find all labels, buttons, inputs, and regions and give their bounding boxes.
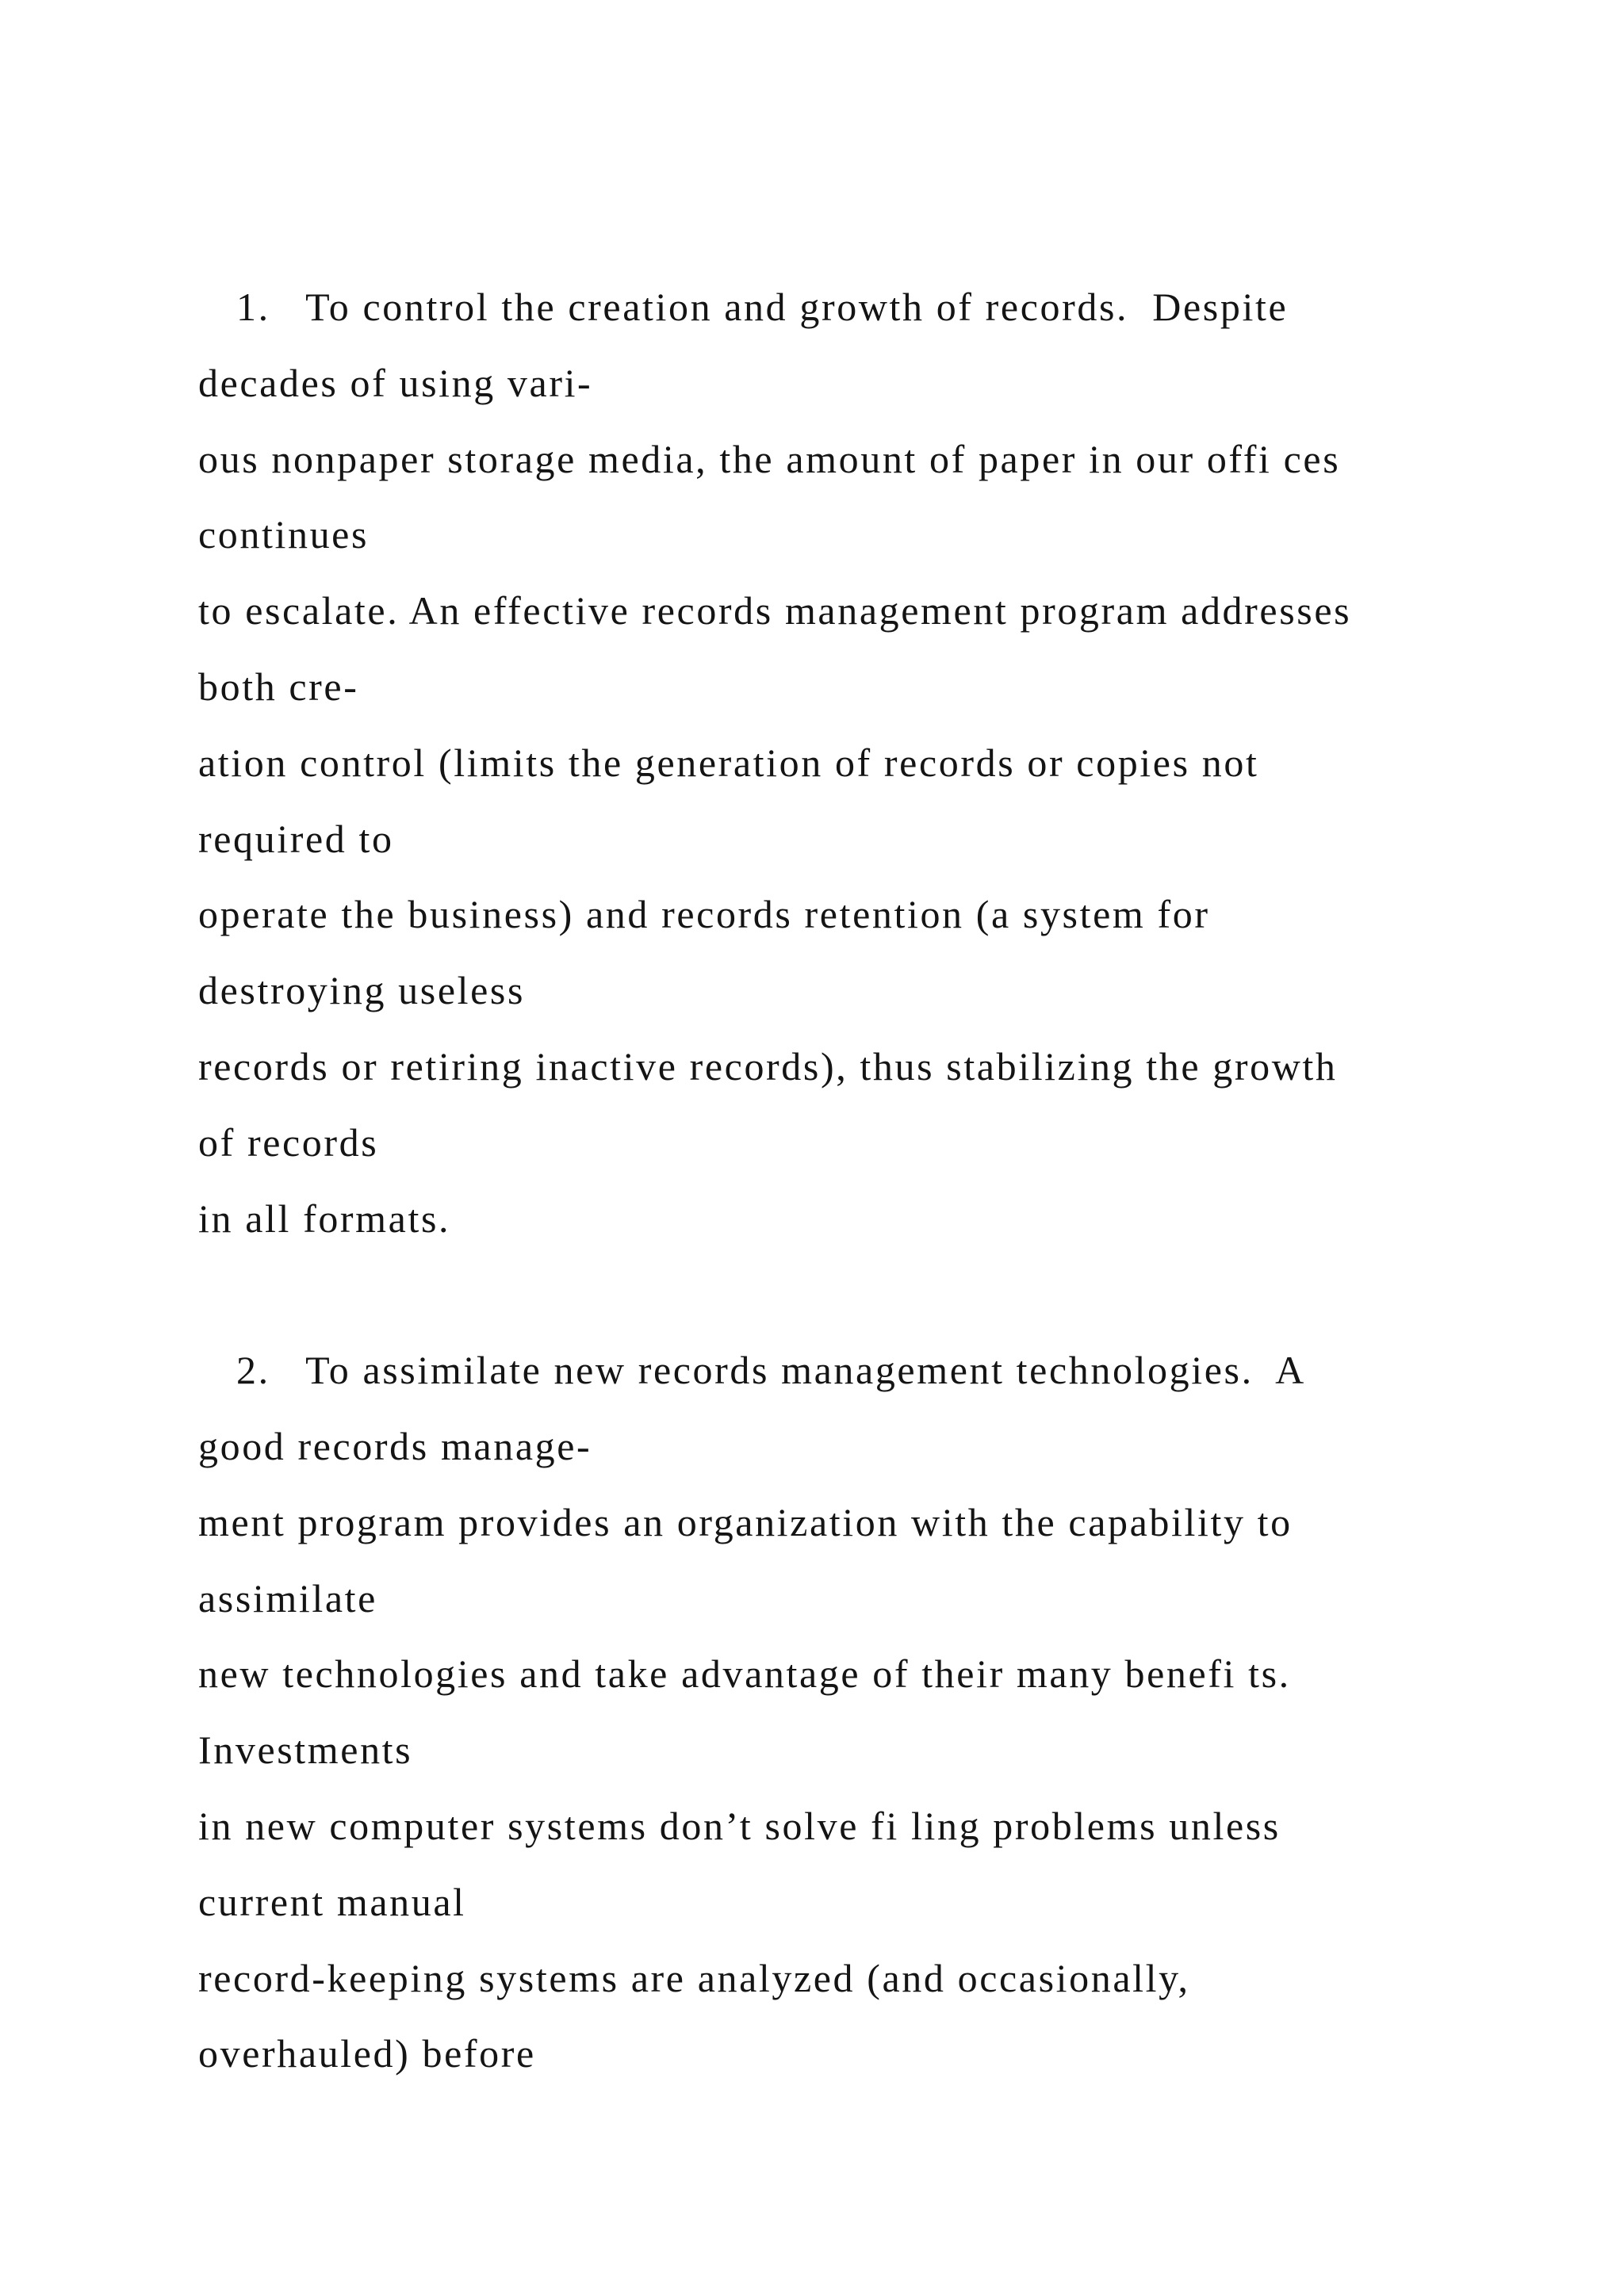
text-line: overhauled) before (198, 2031, 536, 2076)
text-line: decades of using vari- (198, 360, 593, 405)
text-line: current manual (198, 1879, 466, 1924)
list-item-1-heading-line: 1. To control the creation and growth of records. Despite (236, 285, 1289, 329)
text-line: ous nonpaper storage media, the amount of paper in our offi ces (198, 436, 1341, 481)
paragraph-2 (198, 1333, 1610, 2092)
text-line: required to (198, 816, 394, 861)
text-line: in all formats. (198, 1196, 451, 1241)
text-line: ment program provides an organization with the capability to (198, 1499, 1293, 1544)
text-line: both cre- (198, 664, 359, 709)
text-line: in new computer systems don’t solve fi ling problems unless (198, 1803, 1281, 1848)
text-line: new technologies and take advantage of their many benefi ts. (198, 1651, 1291, 1697)
text-line: of records (198, 1119, 379, 1165)
list-item-2-heading-line: 2. To assimilate new records management technologies. A (236, 1348, 1306, 1393)
text-line: record-keeping systems are analyzed (and occasionally, (198, 1955, 1190, 2000)
text-line: ation control (limits the generation of records or copies not (198, 740, 1259, 785)
text-line: to escalate. An effective records management program addresses (198, 588, 1352, 633)
text-line: assimilate (198, 1575, 377, 1621)
document-body (198, 270, 1610, 2092)
text-line: records or retiring inactive records), thus stabilizing the growth (198, 1043, 1338, 1089)
text-line: Investments (198, 1728, 413, 1773)
text-line: good records manage- (198, 1423, 592, 1468)
text-line: operate the business) and records retention (a system for (198, 892, 1210, 937)
paragraph-1 (198, 270, 1610, 1257)
text-line: destroying useless (198, 968, 526, 1013)
text-line: continues (198, 512, 370, 557)
paragraph-spacer (198, 1257, 1610, 1333)
